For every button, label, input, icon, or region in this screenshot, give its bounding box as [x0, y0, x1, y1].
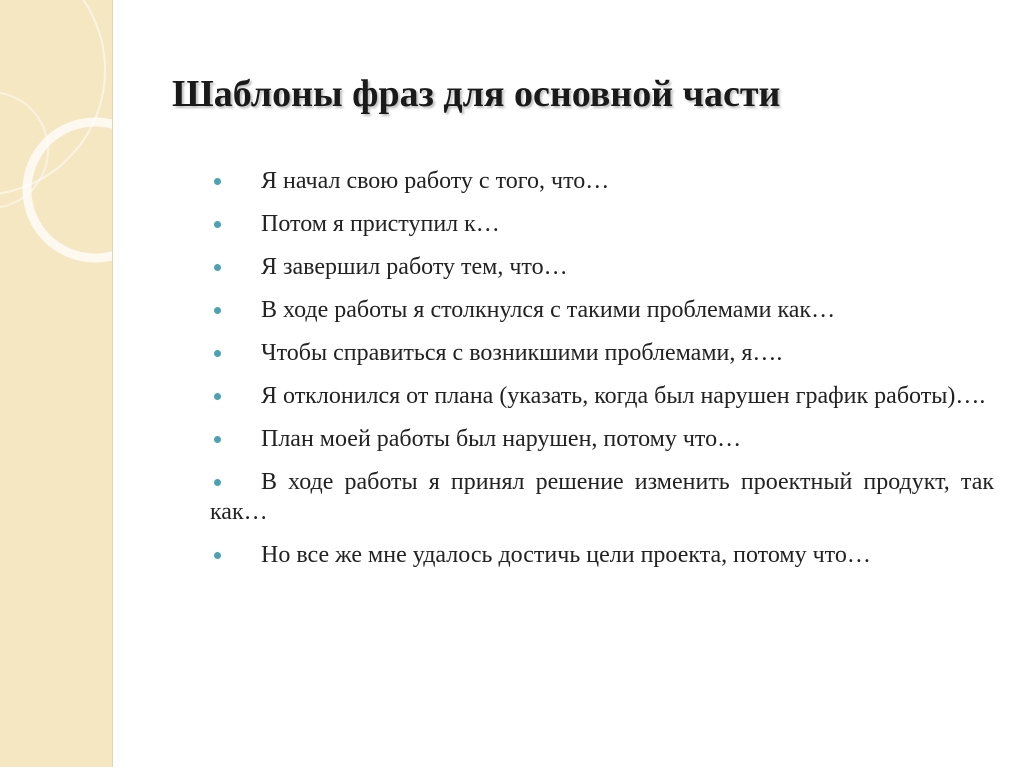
bullet-list [210, 166, 994, 570]
bullet-dot-icon [214, 552, 221, 559]
bullet-dot-icon [214, 307, 221, 314]
list-item [210, 467, 994, 527]
list-item-text: План моей работы был нарушен, потому что… [261, 426, 742, 452]
list-item-text: Я отклонился от плана (указать, когда был нарушен график работы)…. [261, 383, 986, 409]
slide-title: Шаблоны фраз для основной части [172, 73, 781, 115]
list-item-text: Я начал свою работу с того, что… [261, 168, 610, 194]
list-item-text: В ходе работы я столкнулся с такими проблемами как… [261, 297, 836, 323]
list-item [210, 166, 994, 196]
list-item-text: В ходе работы я принял решение изменить проектный продукт, так как… [210, 469, 994, 525]
bullet-dot-icon [214, 264, 221, 271]
list-item [210, 338, 994, 368]
bullet-dot-icon [214, 178, 221, 185]
list-item [210, 252, 994, 282]
bullet-dot-icon [214, 221, 221, 228]
bullet-dot-icon [214, 393, 221, 400]
list-item [210, 209, 994, 239]
list-item [210, 381, 994, 411]
list-item-text: Потом я приступил к… [261, 211, 500, 237]
bullet-dot-icon [214, 436, 221, 443]
bullet-dot-icon [214, 350, 221, 357]
list-item [210, 424, 994, 454]
list-item [210, 540, 994, 570]
list-item [210, 295, 994, 325]
list-item-text: Я завершил работу тем, что… [261, 254, 568, 280]
decorative-side-panel [0, 0, 113, 767]
decorative-rings-graphic [0, 0, 112, 767]
list-item-text: Но все же мне удалось достичь цели проекта, потому что… [261, 542, 871, 568]
bullet-dot-icon [214, 479, 221, 486]
list-item-text: Чтобы справиться с возникшими проблемами, я…. [261, 340, 783, 366]
